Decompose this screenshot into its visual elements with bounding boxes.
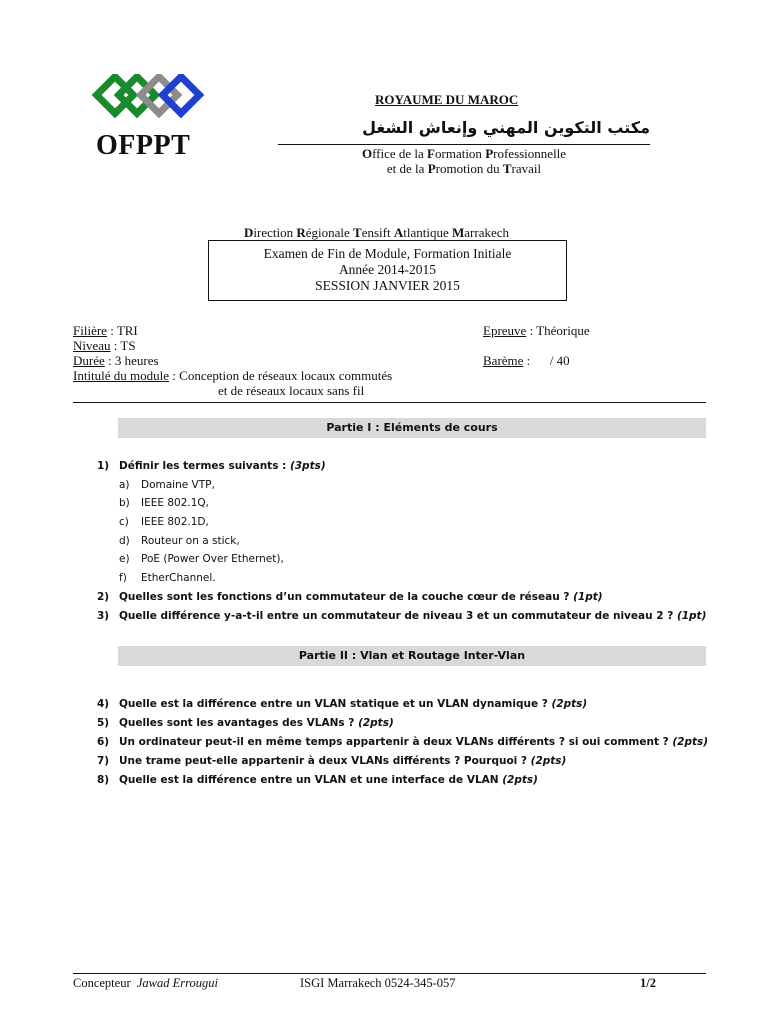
- office-line-1: Office de la Formation Professionnelle: [361, 146, 567, 161]
- part2-title: Partie II : Vlan et Routage Inter-Vlan: [118, 646, 706, 666]
- regional-direction: Direction Régionale Tensift Atlantique Marrakech: [244, 225, 510, 240]
- niveau-row: Niveau : TS: [73, 338, 136, 353]
- footer-divider: [73, 973, 706, 974]
- module-row-cont: et de réseaux locaux sans fil: [218, 383, 365, 398]
- office-line-2: et de la Promotion du Travail: [386, 161, 542, 176]
- kingdom-title: ROYAUME DU MAROC: [375, 92, 519, 107]
- duree-row: Durée : 3 heures: [73, 353, 159, 368]
- exam-type: Examen de Fin de Module, Formation Initiale: [263, 246, 512, 261]
- filiere-row: Filière : TRI: [73, 323, 138, 338]
- footer-designer: Concepteur Jawad Errougui: [73, 976, 219, 990]
- page-number: 1/2: [640, 976, 656, 990]
- ofppt-logo-icon: [92, 74, 212, 124]
- exam-meta-right: [483, 323, 590, 368]
- meta-divider: [73, 402, 706, 403]
- exam-meta-left: [73, 323, 392, 398]
- header-divider: [278, 144, 650, 145]
- part1-title: Partie I : Eléments de cours: [118, 418, 706, 438]
- bareme-row: Barème : / 40: [483, 353, 570, 368]
- exam-year: Année 2014-2015: [338, 262, 437, 277]
- office-name: [278, 146, 650, 176]
- exam-info-box: [208, 240, 567, 301]
- arabic-office-name: مكتب التكوين المهني وإنعاش الشغل: [362, 118, 650, 137]
- exam-session: SESSION JANVIER 2015: [315, 278, 460, 293]
- footer-institute: ISGI Marrakech 0524-345-057: [300, 976, 456, 990]
- epreuve-row: Epreuve : Théorique: [483, 323, 590, 338]
- logo-text: OFPPT: [96, 130, 191, 161]
- module-row: Intitulé du module : Conception de réseaux locaux commutés: [73, 368, 393, 383]
